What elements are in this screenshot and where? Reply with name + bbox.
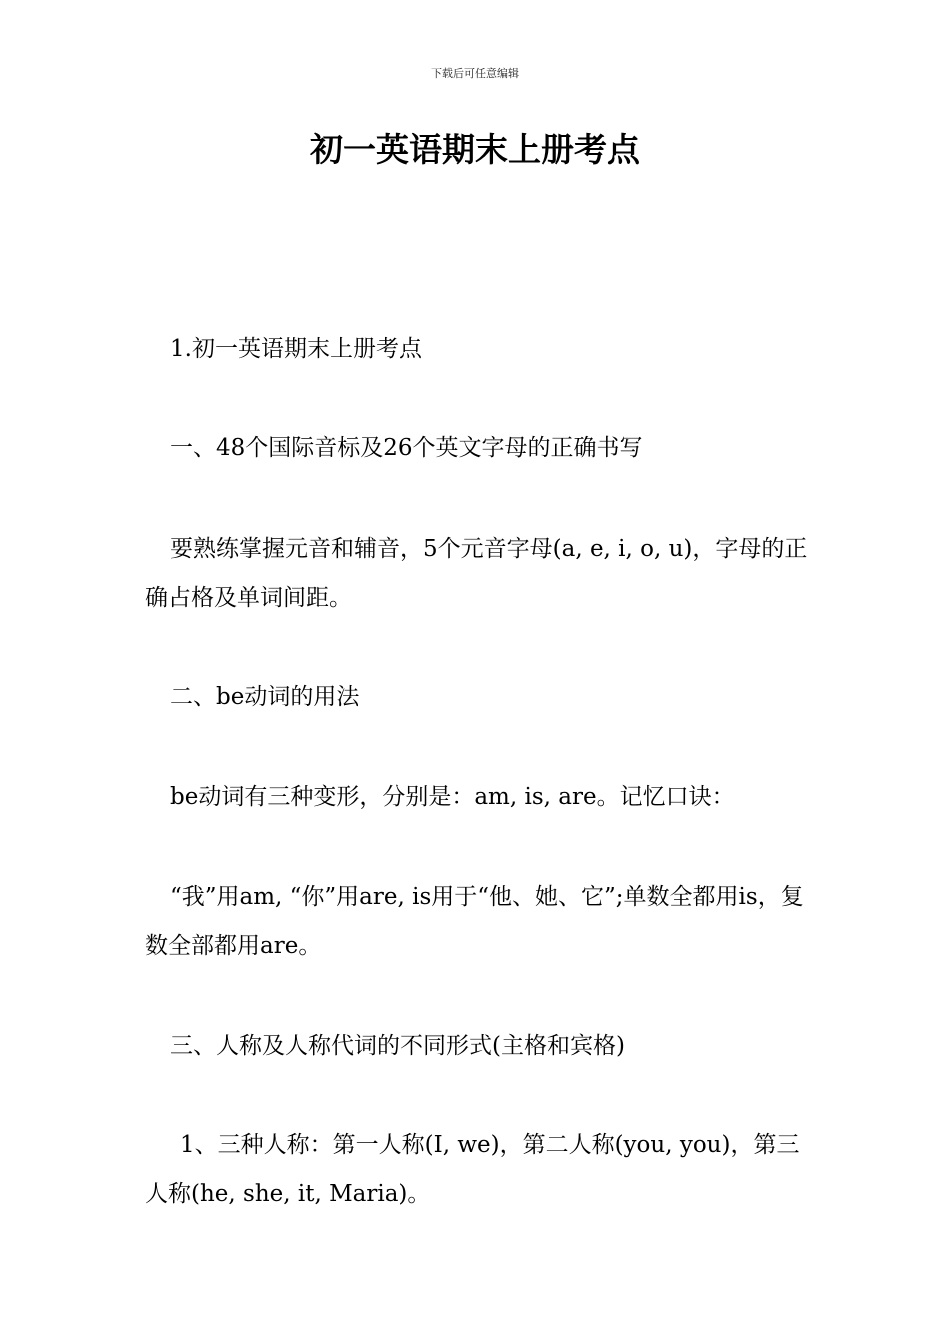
paragraph-phonetics-heading: 一、48个国际音标及26个英文字母的正确书写: [170, 435, 643, 461]
paragraph-be-verb-rhyme: “我”用am, “你”用are, is用于“他、她、它”;单数全都用is，复数全部都用are。: [145, 884, 804, 959]
paragraph-pronouns-heading: 三、人称及人称代词的不同形式(主格和宾格): [170, 1033, 625, 1059]
paragraph-be-verb-forms: be动词有三种变形，分别是：am, is, are。记忆口诀：: [170, 784, 735, 810]
paragraph-vowels: 要熟练掌握元音和辅音，5个元音字母(a, e, i, o, u)，字母的正确占格及单词间距。: [145, 536, 808, 611]
document-title: 初一英语期末上册考点: [310, 130, 640, 169]
paragraph-section-heading-1: 1.初一英语期末上册考点: [170, 336, 422, 362]
paragraph-be-verb-heading: 二、be动词的用法: [170, 684, 360, 710]
paragraph-three-persons: 1、三种人称：第一人称(I, we)，第二人称(you, you)，第三人称(he, she, it, Maria)。: [145, 1132, 800, 1207]
header-note: 下载后可任意编辑: [431, 67, 519, 80]
